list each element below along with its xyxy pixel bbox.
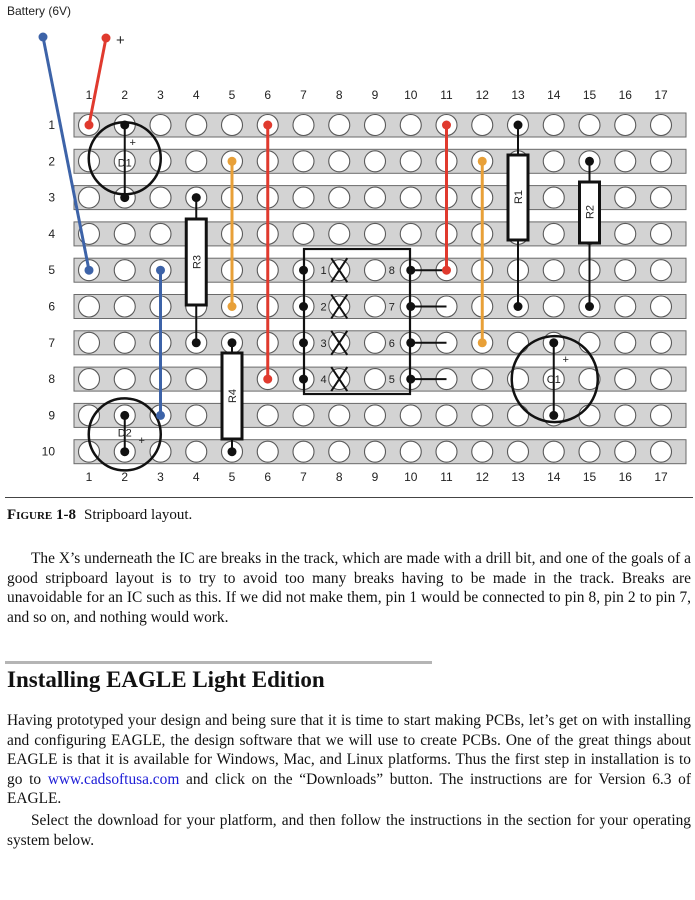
column-label: 14 <box>547 88 561 102</box>
strip-hole <box>651 115 672 136</box>
strip-hole <box>114 260 135 281</box>
strip-hole <box>400 441 421 462</box>
column-label: 17 <box>654 88 668 102</box>
strip-hole <box>329 187 350 208</box>
row-label: 6 <box>48 299 55 314</box>
wire-end <box>85 121 94 130</box>
strip-hole <box>79 369 100 390</box>
r2-label: R2 <box>584 204 597 220</box>
column-label: 2 <box>121 88 129 102</box>
column-label: 16 <box>618 470 632 484</box>
column-label: 2 <box>121 470 129 484</box>
row-label: 4 <box>48 226 55 241</box>
paragraph-installing-text: Having prototyped your design and being sure that it is time to start making PCBs, let’s get on with installing and configuring EAGLE, the design software that we will use to create PCBs. One of the great things about EAGLE is that it is available for Windows, Mac, and Linux platforms. Thus the first step in installation is to go to <box>7 712 691 788</box>
strip-hole <box>114 223 135 244</box>
component-pin-dot <box>585 302 594 311</box>
strip-hole <box>79 187 100 208</box>
strip-hole <box>79 296 100 317</box>
strip-hole <box>651 369 672 390</box>
wire-end <box>263 375 272 384</box>
strip-hole <box>329 151 350 172</box>
strip-hole <box>329 115 350 136</box>
ic-pin-label: 4 <box>320 374 327 387</box>
strip-hole <box>651 223 672 244</box>
strip-hole <box>436 405 457 426</box>
strip-hole <box>186 115 207 136</box>
section-heading: Installing EAGLE Light Edition <box>7 667 325 692</box>
strip-hole <box>293 187 314 208</box>
strip-hole <box>543 115 564 136</box>
component-pin-dot <box>406 375 415 384</box>
wire-end <box>228 302 237 311</box>
strip-hole <box>615 223 636 244</box>
component-pin-dot <box>120 193 129 202</box>
strip-hole <box>543 187 564 208</box>
strip-hole <box>651 405 672 426</box>
strip-hole <box>150 223 171 244</box>
strip-hole <box>257 405 278 426</box>
strip-hole <box>615 260 636 281</box>
row-label: 3 <box>48 190 55 205</box>
copper-strips <box>74 113 686 464</box>
strip-hole <box>186 369 207 390</box>
r1-label: R1 <box>513 189 525 205</box>
strip-hole <box>365 223 386 244</box>
strip-hole <box>150 115 171 136</box>
wire-end <box>442 266 451 275</box>
strip-hole <box>400 115 421 136</box>
strip-hole <box>114 332 135 353</box>
component-pin-dot <box>299 266 308 275</box>
strip-hole <box>615 369 636 390</box>
strip-hole <box>472 115 493 136</box>
strip-hole <box>615 405 636 426</box>
paragraph-ic-breaks: The X’s underneath the IC are breaks in the track, which are made with a drill bit, and one of the goals of a good stripboard layout is to try to avoid too many breaks having to be made in the track. Breaks are unavoidable for an IC such as this. If we did not make them, pin 1 would be connected to pin 8, pin 2 to pin 7, and so on, and nothing would work. <box>7 550 691 626</box>
strip-hole <box>508 405 529 426</box>
strip-hole <box>293 223 314 244</box>
strip-hole <box>365 115 386 136</box>
strip-hole <box>222 115 243 136</box>
row-label: 8 <box>48 372 55 387</box>
strip-hole <box>543 441 564 462</box>
strip-hole <box>651 260 672 281</box>
column-label: 12 <box>475 88 489 102</box>
paragraph-installing-text-end: and click on the “Downloads” button. The instructions are for Version 6.3 of EAGLE. <box>7 770 691 807</box>
strip-hole <box>400 223 421 244</box>
column-label: 13 <box>511 470 525 484</box>
strip-hole <box>293 115 314 136</box>
figure-caption <box>7 507 192 524</box>
strip-hole <box>615 151 636 172</box>
strip-hole <box>579 332 600 353</box>
column-label: 7 <box>300 88 307 102</box>
strip-hole <box>400 405 421 426</box>
component-pin-dot <box>549 411 558 420</box>
strip-hole <box>365 441 386 462</box>
wire-end <box>478 338 487 347</box>
strip-hole <box>186 151 207 172</box>
component-pin-dot <box>228 338 237 347</box>
figure-label: Figure 1-8 <box>7 507 76 523</box>
strip-hole <box>293 441 314 462</box>
row-label: 7 <box>48 335 55 350</box>
strip-hole <box>615 296 636 317</box>
paragraph-installing <box>7 711 691 809</box>
battery-plus-label: + <box>116 32 125 49</box>
ic-pin-label: 7 <box>388 301 395 314</box>
strip-hole <box>400 187 421 208</box>
column-label: 14 <box>547 470 561 484</box>
d1-plus-label: + <box>129 137 136 149</box>
column-labels-bottom <box>86 470 668 484</box>
wire-end <box>156 266 165 275</box>
strip-hole <box>365 260 386 281</box>
d2-plus-label: + <box>138 435 145 447</box>
strip-hole <box>472 369 493 390</box>
row-label: 1 <box>48 118 55 132</box>
strip-hole <box>651 187 672 208</box>
column-label: 8 <box>335 470 343 484</box>
column-label: 6 <box>264 470 272 484</box>
paragraph-select-download: Select the download for your platform, and then follow the instructions in the section for your operating system below. <box>7 812 691 849</box>
strip-hole <box>329 441 350 462</box>
column-label: 9 <box>371 470 379 484</box>
row-label: 2 <box>48 154 55 169</box>
row-label: 10 <box>41 444 55 459</box>
component-pin-dot <box>228 447 237 456</box>
strip-hole <box>508 441 529 462</box>
column-label: 15 <box>582 88 597 102</box>
wire-end <box>156 411 165 420</box>
column-label: 10 <box>404 88 418 102</box>
column-labels-top <box>86 88 668 102</box>
component-pin-dot <box>299 302 308 311</box>
battery-positive-wire <box>89 38 106 125</box>
strip-hole <box>543 151 564 172</box>
wire-end <box>263 121 272 130</box>
ic-pin-label: 1 <box>320 265 327 278</box>
column-label: 10 <box>404 470 418 484</box>
strip-hole <box>186 441 207 462</box>
battery-label: Battery (6V) <box>7 4 72 18</box>
strip-hole <box>436 441 457 462</box>
row-labels <box>42 118 56 459</box>
strip-hole <box>365 369 386 390</box>
ic-pin-label: 3 <box>320 337 327 350</box>
component-pin-dot <box>192 338 201 347</box>
strip-hole <box>365 151 386 172</box>
figure-title: Stripboard layout. <box>83 507 193 523</box>
strip-hole <box>79 332 100 353</box>
c1-label: C1 <box>546 374 561 387</box>
column-label: 13 <box>511 88 525 102</box>
r3-label: R3 <box>191 254 204 270</box>
component-pin-dot <box>406 302 415 311</box>
wire-end <box>85 266 94 275</box>
strip-hole <box>365 296 386 317</box>
column-label: 11 <box>440 88 453 102</box>
component-pin-dot <box>299 375 308 384</box>
strip-hole <box>615 332 636 353</box>
strip-hole <box>543 296 564 317</box>
component-pin-dot <box>299 338 308 347</box>
column-label: 3 <box>157 88 164 102</box>
component-pin-dot <box>192 193 201 202</box>
column-label: 5 <box>228 470 236 484</box>
strip-hole <box>150 187 171 208</box>
wire-end <box>478 157 487 166</box>
component-pin-dot <box>406 266 415 275</box>
strip-hole <box>579 405 600 426</box>
column-label: 15 <box>582 470 597 484</box>
strip-hole <box>400 151 421 172</box>
r4-label: R4 <box>227 388 239 404</box>
strip-hole <box>257 441 278 462</box>
ic-pin-label: 6 <box>388 337 395 350</box>
component-pin-dot <box>120 447 129 456</box>
battery-negative-terminal <box>39 33 48 42</box>
wire-end <box>442 121 451 130</box>
strip-hole <box>508 332 529 353</box>
column-label: 12 <box>475 470 489 484</box>
strip-hole <box>579 441 600 462</box>
strip-hole <box>543 223 564 244</box>
ic-pin-label: 8 <box>388 265 395 278</box>
column-label: 17 <box>654 470 668 484</box>
d1-label: D1 <box>117 157 132 170</box>
column-label: 11 <box>440 470 453 484</box>
strip-hole <box>472 441 493 462</box>
column-label: 8 <box>335 88 343 102</box>
row-label: 5 <box>48 263 55 278</box>
battery-positive-terminal <box>102 34 111 43</box>
column-label: 3 <box>157 470 164 484</box>
column-label: 1 <box>85 470 93 484</box>
component-pin-dot <box>549 338 558 347</box>
column-label: 5 <box>228 88 236 102</box>
strip-hole <box>365 405 386 426</box>
component-pin-dot <box>120 411 129 420</box>
strip-hole <box>651 332 672 353</box>
strip-hole <box>114 296 135 317</box>
strip-hole <box>472 405 493 426</box>
column-label: 4 <box>192 470 200 484</box>
column-label: 1 <box>85 88 93 102</box>
wire-end <box>228 157 237 166</box>
ic-pin-label: 5 <box>388 374 395 387</box>
column-label: 7 <box>300 470 307 484</box>
cadsoft-link[interactable]: www.cadsoftusa.com <box>47 770 180 788</box>
strip-hole <box>615 441 636 462</box>
strip-hole <box>329 223 350 244</box>
component-pin-dot <box>120 121 129 130</box>
d2-label: D2 <box>117 427 132 440</box>
figure-divider <box>5 497 693 498</box>
strip-hole <box>651 441 672 462</box>
strip-hole <box>651 151 672 172</box>
strip-hole <box>79 405 100 426</box>
ic-pin-label: 2 <box>320 301 327 314</box>
strip-hole <box>579 115 600 136</box>
section-divider <box>5 661 432 664</box>
strip-hole <box>543 260 564 281</box>
strip-hole <box>293 151 314 172</box>
component-pin-dot <box>406 338 415 347</box>
strip-hole <box>114 369 135 390</box>
strip-hole <box>365 187 386 208</box>
row-label: 9 <box>48 408 55 423</box>
strip-hole <box>651 296 672 317</box>
column-label: 6 <box>264 88 272 102</box>
column-label: 4 <box>192 88 200 102</box>
strip-hole <box>186 405 207 426</box>
strip-hole <box>329 405 350 426</box>
strip-hole <box>293 405 314 426</box>
component-pin-dot <box>514 121 523 130</box>
c1-plus-label: + <box>562 354 569 366</box>
column-label: 16 <box>618 88 632 102</box>
component-pin-dot <box>514 302 523 311</box>
strip-hole <box>365 332 386 353</box>
column-label: 9 <box>371 88 379 102</box>
strip-hole <box>615 115 636 136</box>
strip-hole <box>615 187 636 208</box>
component-pin-dot <box>585 157 594 166</box>
